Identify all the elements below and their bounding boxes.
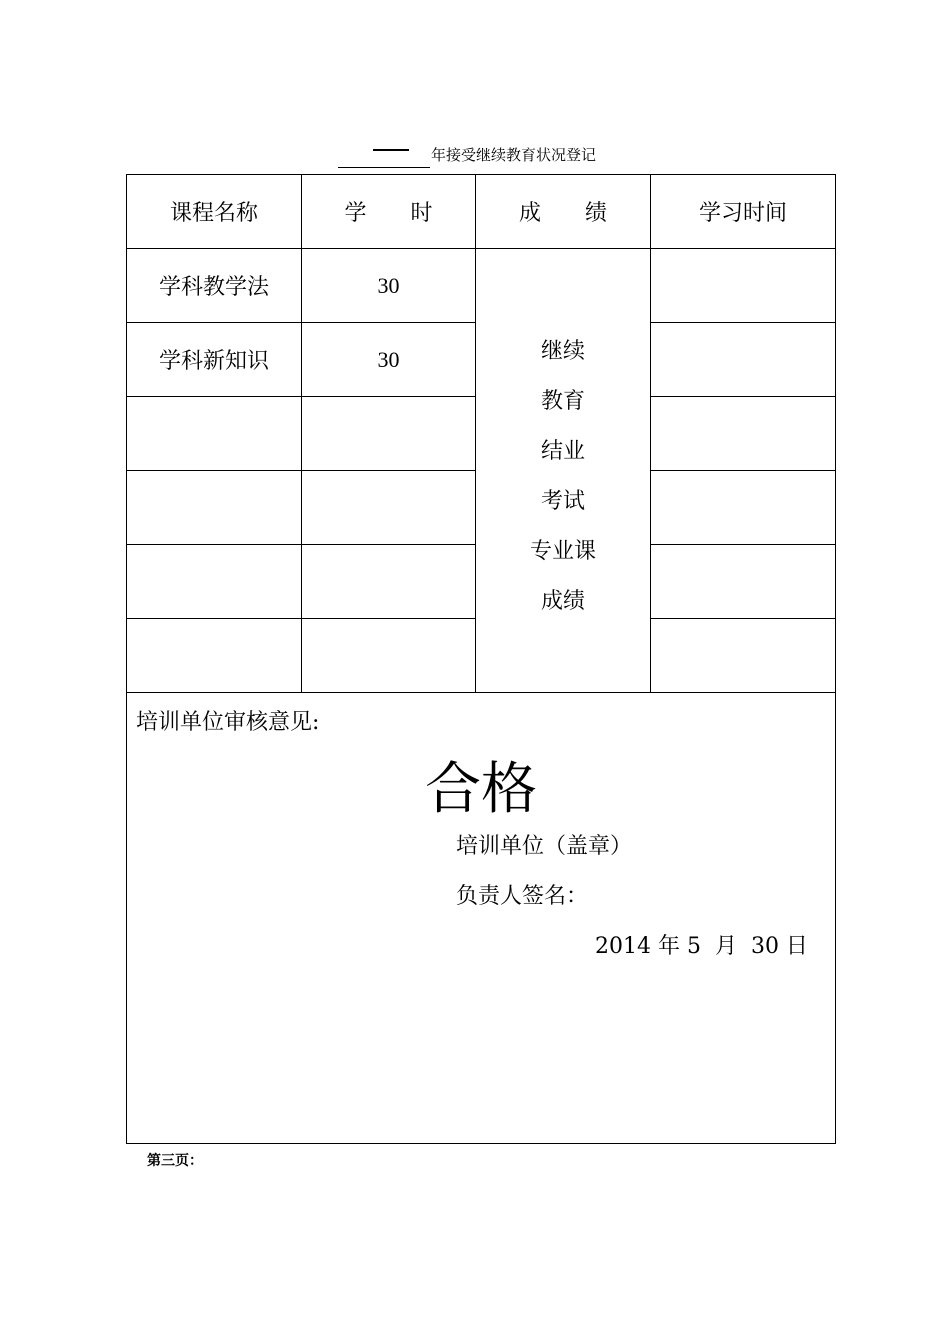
hours-cell[interactable] — [302, 471, 476, 545]
study-time-cell[interactable] — [651, 471, 836, 545]
form-title — [338, 143, 638, 169]
score-line: 继续 — [540, 339, 585, 364]
score-merged-cell — [476, 249, 651, 693]
header-study-time: 学习时间 — [651, 175, 836, 249]
course-name-cell[interactable] — [127, 619, 302, 693]
course-name-cell: 学科教学法 — [127, 249, 302, 323]
year-blank-field[interactable] — [338, 167, 430, 168]
hours-cell[interactable] — [302, 397, 476, 471]
hours-cell: 30 — [302, 323, 476, 397]
course-name-cell[interactable] — [127, 471, 302, 545]
study-time-cell[interactable] — [651, 249, 836, 323]
course-name-cell[interactable] — [127, 545, 302, 619]
review-section — [127, 693, 836, 1144]
study-time-cell[interactable] — [651, 397, 836, 471]
study-time-cell[interactable] — [651, 323, 836, 397]
review-verdict: 合格 — [425, 757, 537, 822]
table-header-row — [127, 175, 836, 249]
course-name-cell[interactable] — [127, 397, 302, 471]
header-hours: 学 时 — [302, 175, 476, 249]
education-record-table — [126, 174, 836, 1144]
review-date: 2014 年 5 月 30 日 — [595, 934, 808, 959]
title-text: 年接受继续教育状况登记 — [431, 146, 597, 164]
page-number: 第三页： — [147, 1153, 203, 1169]
header-score: 成 绩 — [476, 175, 651, 249]
hours-cell: 30 — [302, 249, 476, 323]
title-dash — [373, 149, 409, 151]
study-time-cell[interactable] — [651, 545, 836, 619]
course-name-cell: 学科新知识 — [127, 323, 302, 397]
score-line: 考试 — [540, 489, 585, 514]
score-line: 结业 — [540, 439, 585, 464]
score-line: 成绩 — [540, 589, 585, 614]
table-row — [127, 249, 836, 323]
hours-cell[interactable] — [302, 619, 476, 693]
header-course-name: 课程名称 — [127, 175, 302, 249]
review-row — [127, 693, 836, 1144]
signature-label: 负责人签名： — [456, 884, 589, 909]
score-line: 专业课 — [529, 539, 596, 564]
review-label: 培训单位审核意见: — [136, 710, 320, 735]
study-time-cell[interactable] — [651, 619, 836, 693]
seal-label: 培训单位（盖章） — [456, 834, 633, 859]
hours-cell[interactable] — [302, 545, 476, 619]
score-line: 教育 — [540, 389, 585, 414]
